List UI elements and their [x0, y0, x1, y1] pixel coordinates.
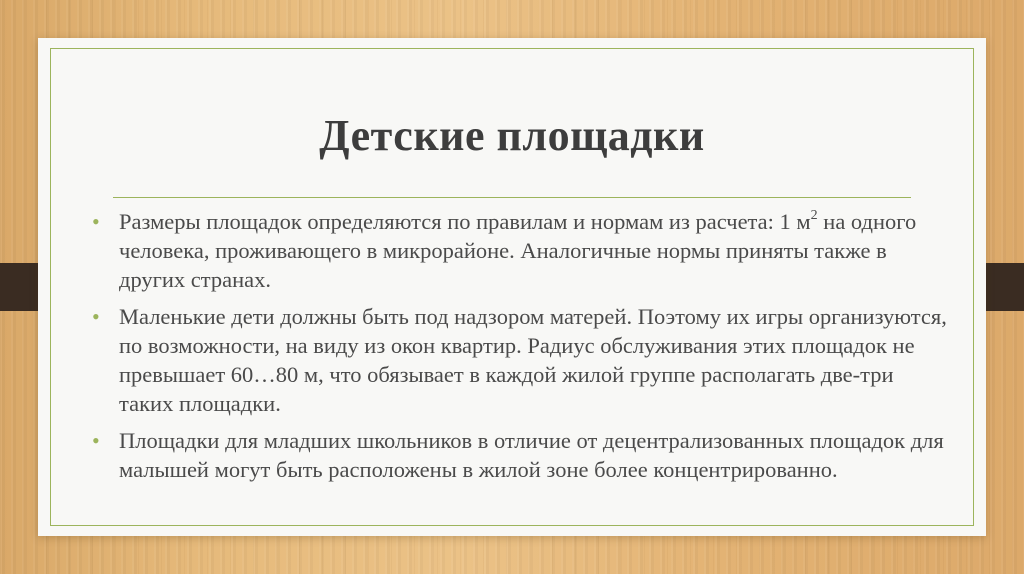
bullet-3-text: Площадки для младших школьников в отличие от децентрализованных площадок для малышей могут быть расположены в жилой зоне более концентрированно.	[119, 428, 944, 482]
bullet-2-text: Маленькие дети должны быть под надзором матерей. Поэтому их игры организуются, по возможности, на виду из окон квартир. Радиус обслуживания этих площадок не превышает 60…80 м, что обязывает в каждой жилой группе располагать две-три таких площадки.	[119, 304, 947, 416]
title-divider	[113, 197, 911, 198]
bullet-item-1	[92, 207, 952, 294]
bullet-1-superscript: 2	[810, 207, 818, 223]
slide-title: Детские площадки	[319, 111, 705, 160]
bullet-marker: •	[92, 209, 100, 234]
bullet-1-text-before: Размеры площадок определяются по правилам и нормам из расчета: 1 м	[119, 209, 811, 234]
bullet-1-text-after: на одного человека, проживающего в микрорайоне. Аналогичные нормы приняты также в других странах.	[119, 209, 917, 292]
bullet-item-3	[92, 426, 952, 484]
bullet-list	[92, 207, 952, 492]
bullet-marker: •	[92, 304, 100, 329]
bullet-item-2	[92, 302, 952, 418]
bullet-marker: •	[92, 428, 100, 453]
